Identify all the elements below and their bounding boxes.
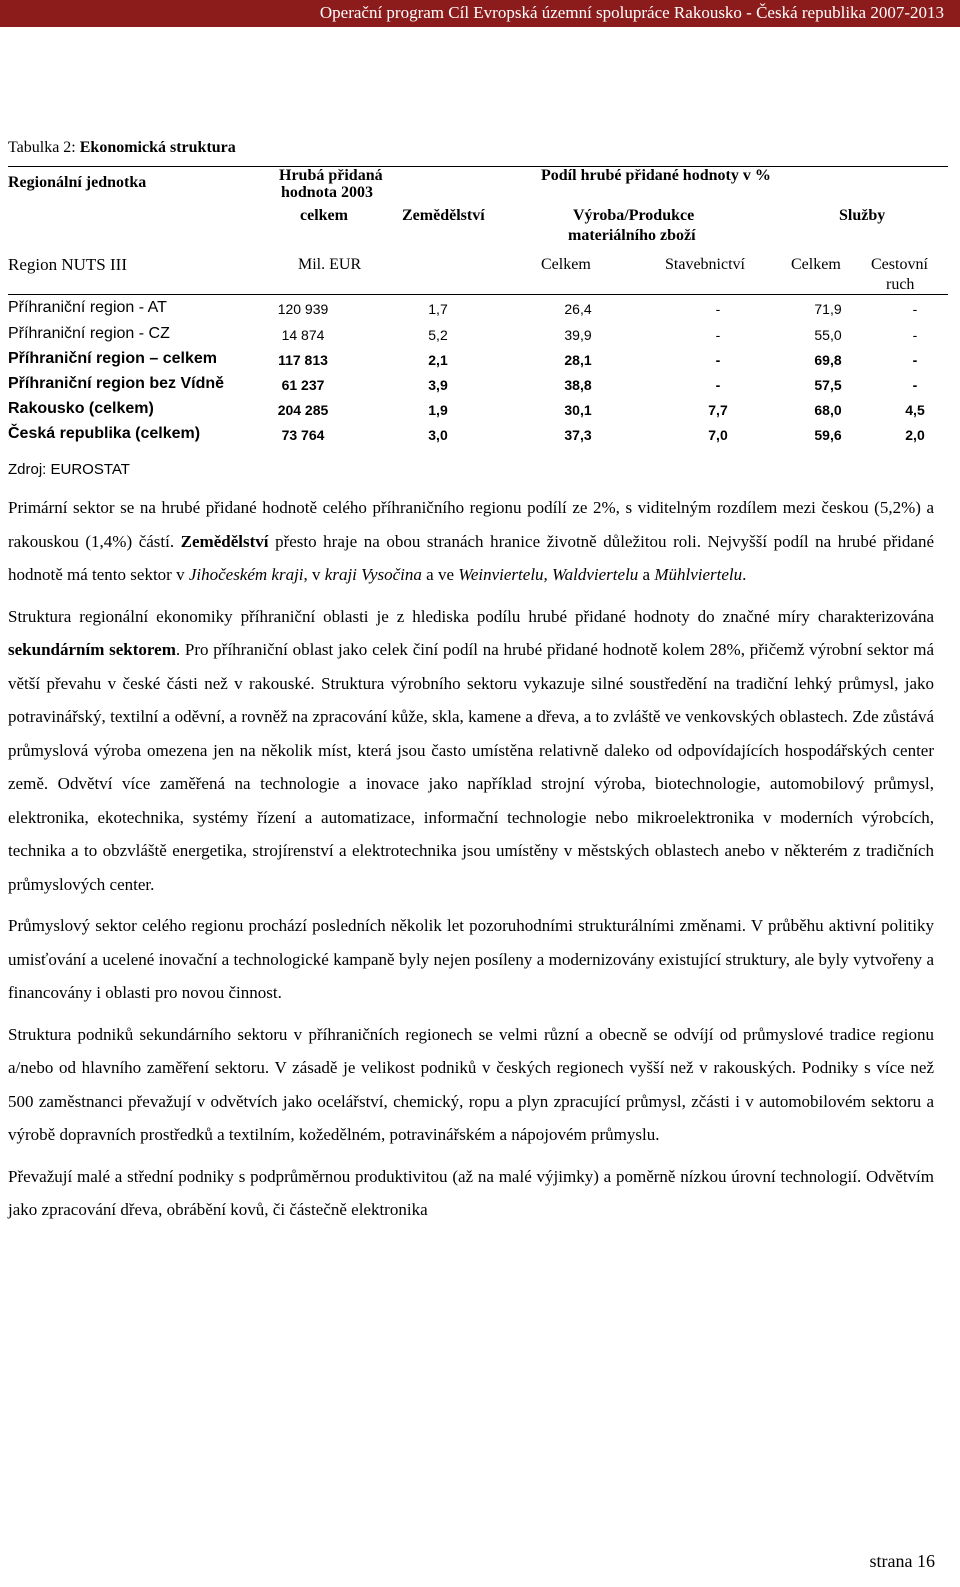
row-label: Příhraniční region – celkem bbox=[8, 350, 217, 367]
cell-construction: - bbox=[715, 377, 721, 393]
cell-production: 30,1 bbox=[564, 402, 592, 418]
th-share: Podíl hrubé přidané hodnoty v % bbox=[541, 167, 771, 184]
row-label: Příhraniční region - AT bbox=[8, 299, 167, 316]
cell-tourism: - bbox=[912, 327, 918, 343]
text-run: Struktura regionální ekonomiky příhraniční oblasti je z hlediska podílu hrubé přidané hodnoty do značné míry charakterizována bbox=[8, 606, 934, 626]
text-run-italic: kraji Vysočina bbox=[324, 565, 422, 584]
table-row bbox=[8, 296, 948, 322]
th-regional-unit: Regionální jednotka bbox=[8, 174, 147, 191]
caption-prefix: Tabulka 2: bbox=[8, 139, 80, 156]
cell-agriculture: 2,1 bbox=[428, 352, 448, 368]
table-caption bbox=[8, 139, 236, 157]
table-header-rule bbox=[8, 294, 948, 295]
cell-production: 26,4 bbox=[564, 301, 592, 317]
th-total: celkem bbox=[300, 207, 348, 224]
th-tourism-line2: ruch bbox=[886, 276, 915, 293]
cell-production: 37,3 bbox=[564, 427, 592, 443]
cell-tourism: - bbox=[912, 377, 918, 393]
text-run: přesto hraje na obou stranách hranice životně důležitou roli. Nejvyšší podíl na hrubé přidané hodnotě má tento sektor v bbox=[8, 531, 934, 584]
table-source: Zdroj: EUROSTAT bbox=[8, 461, 130, 478]
table-top-rule bbox=[8, 166, 948, 167]
th-unit: Mil. EUR bbox=[298, 256, 362, 273]
text-run: a bbox=[638, 565, 655, 584]
cell-tourism: 2,0 bbox=[905, 427, 925, 443]
cell-services: 55,0 bbox=[814, 327, 842, 343]
body-text bbox=[8, 491, 934, 1227]
paragraph-1 bbox=[8, 491, 934, 592]
text-run-italic: Mühlviertelu bbox=[654, 565, 743, 584]
cell-services: 59,6 bbox=[814, 427, 842, 443]
cell-services: 68,0 bbox=[814, 402, 842, 418]
cell-construction: 7,0 bbox=[708, 427, 728, 443]
table-row bbox=[8, 372, 948, 398]
th-production-line1: Výroba/Produkce bbox=[573, 207, 695, 224]
text-run: Primární sektor se na hrubé přidané hodnotě celého příhraničního regionu podílí ze 2%, s viditelným rozdílem mezi českou (5,2%) a rakouskou (1,4%) částí. bbox=[8, 498, 934, 551]
text-run: a ve bbox=[421, 565, 459, 584]
th-services: Služby bbox=[839, 207, 886, 224]
th-agriculture: Zemědělství bbox=[402, 207, 485, 224]
cell-construction: - bbox=[715, 352, 721, 368]
row-label: Příhraniční region - CZ bbox=[8, 325, 170, 342]
cell-services: 69,8 bbox=[814, 352, 842, 368]
cell-tourism: 4,5 bbox=[905, 402, 925, 418]
cell-production: 38,8 bbox=[564, 377, 592, 393]
page-number: strana 16 bbox=[869, 1551, 935, 1571]
th-construction: Stavebnictví bbox=[665, 256, 745, 273]
th-prod-total: Celkem bbox=[541, 256, 591, 273]
cell-gva: 120 939 bbox=[277, 301, 329, 317]
cell-gva: 14 874 bbox=[281, 327, 325, 343]
text-run-italic: Weinviertelu, Waldviertelu bbox=[458, 565, 639, 584]
caption-title: Ekonomická struktura bbox=[79, 139, 236, 156]
paragraph-3: Průmyslový sektor celého regionu prochází posledních několik let pozoruhodními strukturálními změnami. V průběhu aktivní politiky umisťování a ucelené inovační a technologické kampaně byly nejen posíleny a modernizovány existující struktury, ale byly vytvořeny a financovány i oblasti pro novou činnost. bbox=[8, 916, 934, 1002]
cell-agriculture: 3,0 bbox=[428, 427, 448, 443]
text-run: . Pro příhraniční oblast jako celek činí podíl na hrubé přidané hodnotě kolem 28%, přičemž výrobní sektor má větší převahu v české části než v rakouské. Struktura výrobního sektoru vykazuje silné soustředění na tradiční lehký průmysl, jako potravinářský, textilní a oděvní, a rovněž na zpracování kůže, skla, kamene a dřeva, a to zvláště ve venkovských oblastech. Zde zůstává průmyslová výroba omezena jen na několik míst, která jsou často umístěna relativně daleko od odpovídajících hospodářských center země. Odvětví více zaměřená na technologie a inovace jako například strojní výroba, biotechnologie, automobilový průmysl, elektronika, ekotechnika, systémy řízení a automatizace, informační technologie nebo mikroelektronika v moderních výrobcích, technika a to obzvláště energetika, strojírenství a elektrotechnika jsou umístěny v městských oblastech anebo v některém z tradičních průmyslových center. bbox=[8, 640, 935, 894]
text-run: , v bbox=[303, 565, 325, 584]
cell-services: 71,9 bbox=[814, 301, 842, 317]
table-row bbox=[8, 347, 948, 373]
cell-tourism: - bbox=[912, 301, 918, 317]
cell-agriculture: 1,7 bbox=[428, 301, 448, 317]
th-gva-line1: Hrubá přidaná bbox=[279, 167, 383, 184]
cell-agriculture: 3,9 bbox=[428, 377, 448, 393]
cell-services: 57,5 bbox=[814, 377, 842, 393]
cell-production: 39,9 bbox=[564, 327, 592, 343]
cell-construction: - bbox=[715, 327, 721, 343]
th-nuts: Region NUTS III bbox=[8, 255, 127, 274]
cell-gva: 117 813 bbox=[278, 352, 328, 368]
cell-gva: 61 237 bbox=[281, 377, 325, 393]
cell-tourism: - bbox=[912, 352, 918, 368]
header-title: Operační program Cíl Evropská územní spolupráce Rakousko - Česká republika 2007-2013 bbox=[319, 3, 944, 22]
th-tourism-line1: Cestovní bbox=[871, 256, 928, 273]
cell-construction: 7,7 bbox=[708, 402, 728, 418]
cell-gva: 73 764 bbox=[281, 427, 325, 443]
header-bar bbox=[0, 0, 960, 27]
text-run-bold: sekundárním sektorem bbox=[8, 640, 176, 659]
th-gva-line2: hodnota 2003 bbox=[281, 184, 374, 201]
text-run-italic: Jihočeském kraji bbox=[188, 565, 304, 584]
paragraph-4: Struktura podniků sekundárního sektoru v příhraničních regionech se velmi různí a obecně se odvíjí od průmyslové tradice regionu a/nebo od hlavního zaměření sektoru. V zásadě je velikost podniků v českých regionech vyšší než v rakouských. Podniky s více než 500 zaměstnanci převažují v odvětvích jako ocelářství, chemický, ropu a plyn zpracující průmysl, zčásti i v automobilovém sektoru a výrobě dopravních prostředků a textilním, kožedělném, potravinářském a nápojovém průmyslu. bbox=[8, 1024, 934, 1144]
row-label: Rakousko (celkem) bbox=[8, 400, 154, 417]
table-row bbox=[8, 397, 948, 423]
paragraph-2 bbox=[8, 600, 934, 902]
cell-construction: - bbox=[715, 301, 721, 317]
th-production-line2: materiálního zboží bbox=[568, 227, 696, 244]
paragraph-5: Převažují malé a střední podniky s podprůměrnou produktivitou (až na malé výjimky) a poměrně nízkou úrovní technologií. Odvětvím jako zpracování dřeva, obrábění kovů, či částečně elektronika bbox=[8, 1166, 934, 1219]
cell-agriculture: 1,9 bbox=[428, 402, 448, 418]
text-run-bold: Zemědělství bbox=[180, 531, 269, 551]
cell-agriculture: 5,2 bbox=[428, 327, 448, 343]
row-label: Česká republika (celkem) bbox=[8, 425, 201, 442]
text-run: . bbox=[742, 565, 747, 584]
cell-gva: 204 285 bbox=[277, 402, 329, 418]
table-row bbox=[8, 322, 948, 348]
row-label: Příhraniční region bez Vídně bbox=[8, 375, 225, 392]
table-row bbox=[8, 422, 948, 448]
cell-production: 28,1 bbox=[564, 352, 592, 368]
th-serv-total: Celkem bbox=[791, 256, 841, 273]
